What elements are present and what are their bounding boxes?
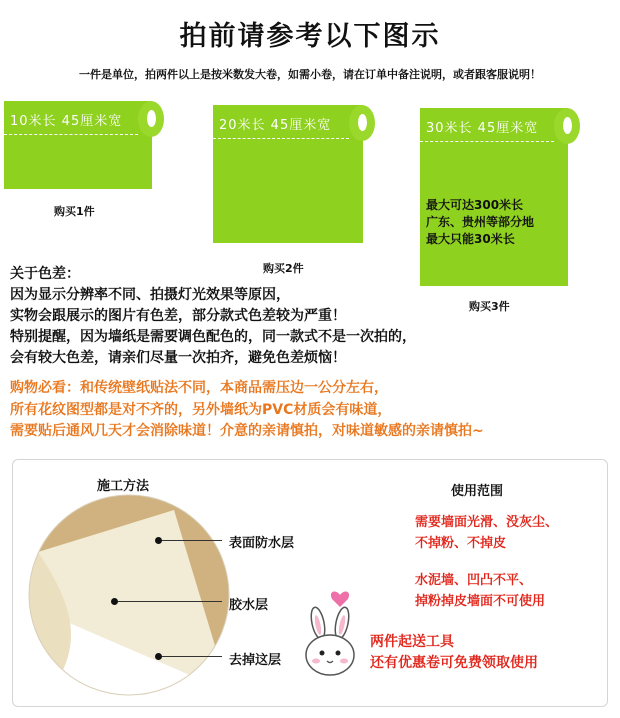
color-notice-heading: 关于色差： [10, 266, 80, 282]
usage-requirement-line: 不掉粉、不掉皮 [415, 536, 507, 551]
roll-size-label: 30米长 45厘米宽 [426, 121, 539, 136]
buy-quantity-3: 购买3件 [469, 300, 510, 313]
shopping-notice-line: 购物必看：和传统壁纸贴法不同，本商品需压边一公分左右， [10, 380, 388, 396]
page-title: 拍前请参考以下图示 [179, 21, 441, 52]
usage-not-suitable-line: 掉粉掉皮墙面不可使用 [415, 594, 546, 609]
roll-illustration-2 [213, 105, 363, 243]
shopping-notice-line: 需要贴后通风几天才会消除味道！介意的亲请慎拍，对味道敏感的亲请慎拍~ [10, 423, 484, 439]
roll-length-note-3: 最大只能30米长 [426, 232, 515, 246]
layer-pointer-dot [111, 598, 118, 605]
promo-line: 还有优惠卷可免费领取使用 [370, 655, 538, 671]
color-notice-line: 实物会跟展示的图片有色差，部分款式色差较为严重！ [10, 308, 346, 324]
layer-pointer-line [162, 540, 222, 541]
layer-pointer-line [118, 601, 222, 602]
wallpaper-layers-illustration [24, 492, 234, 698]
usage-not-suitable-line: 水泥墙、凹凸不平、 [415, 573, 533, 588]
roll-illustration-1 [4, 101, 152, 189]
usage-requirement-line: 需要墙面光滑、没灰尘、 [415, 515, 559, 530]
layer-label-remove: 去掉这层 [229, 653, 282, 668]
promo-line: 两件起送工具 [370, 634, 454, 650]
color-notice-line: 特别提醒，因为墙纸是需要调色配色的，同一款式不是一次拍的， [10, 329, 416, 345]
buy-quantity-1: 购买1件 [54, 205, 95, 218]
color-notice-line: 会有较大色差，请亲们尽量一次拍齐，避免色差烦恼！ [10, 350, 346, 366]
roll-length-note-1: 最大可达300米长 [426, 198, 524, 212]
usage-heading: 使用范围 [451, 484, 504, 499]
layer-pointer-dot [155, 537, 162, 544]
roll-end-cap [349, 105, 375, 141]
buy-quantity-2: 购买2件 [263, 262, 304, 275]
roll-end-cap [138, 101, 164, 137]
roll-length-note-2: 广东、贵州等部分地 [426, 215, 535, 229]
roll-size-label: 20米长 45厘米宽 [219, 118, 332, 133]
layer-pointer-line [162, 656, 222, 657]
color-notice-line: 因为显示分辨率不同、拍摄灯光效果等原因， [10, 287, 290, 303]
layer-label-glue: 胶水层 [229, 598, 269, 613]
roll-illustration-3 [420, 108, 568, 286]
construction-heading: 施工方法 [97, 479, 150, 494]
page-subtitle: 一件是单位，拍两件以上是按米数发大卷，如需小卷，请在订单中备注说明，或者跟客服说明！ [79, 68, 541, 81]
layer-label-waterproof: 表面防水层 [229, 536, 295, 551]
roll-end-cap [554, 108, 580, 144]
layer-pointer-dot [155, 653, 162, 660]
roll-size-label: 10米长 45厘米宽 [10, 114, 123, 129]
shopping-notice-line: 所有花纹图型都是对不齐的，另外墙纸为PVC材质会有味道， [10, 402, 392, 418]
bunny-mascot-icon [296, 585, 366, 683]
